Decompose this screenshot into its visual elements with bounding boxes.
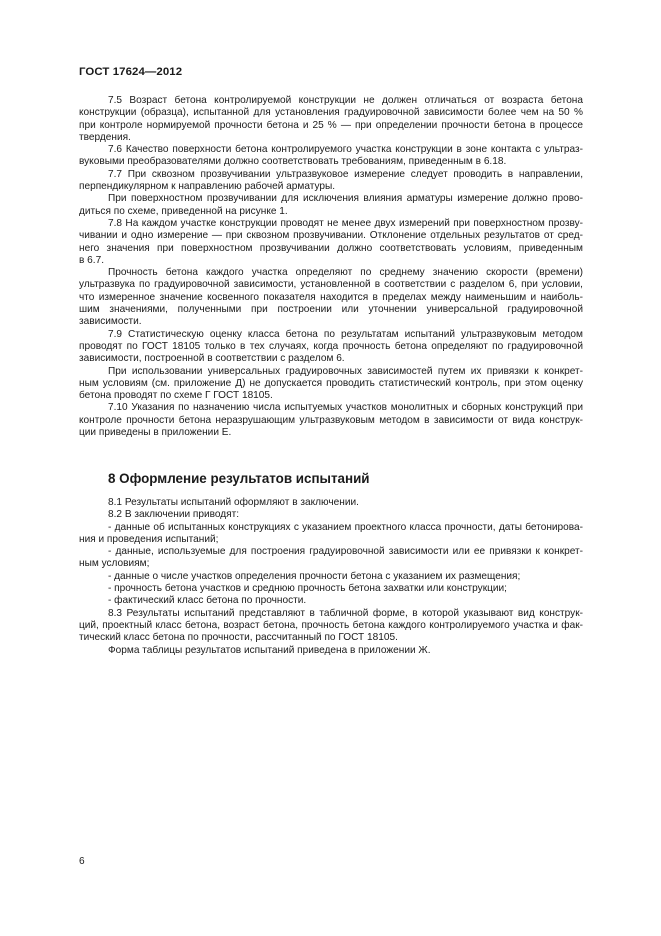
section-8-heading: 8 Оформление результатов испытаний — [108, 471, 370, 486]
text-line: ния и проведения испытаний; — [79, 533, 219, 545]
text-line: При поверхностном прозвучивании для исключения влияния арматуры измерение должно прово- — [108, 193, 583, 205]
text-line: 7.5 Возраст бетона контролируемой конструкции не должен отличаться от возраста бетона — [108, 95, 583, 106]
text-line: 7.8 На каждом участке конструкции проводят не менее двух измерений при поверхностном прозву- — [108, 217, 583, 229]
text-line: ным условиям (см. приложение Д) не допускается проводить статистический контроль, при этом оценку — [79, 377, 583, 389]
section-8-body — [79, 497, 583, 657]
text-line: что измеренное значение косвенного показателя находится в пределах между наименьшим и наиболь- — [79, 291, 583, 303]
text-line: ультразвука по градуировочной зависимости, установленной в соответствии с разделом 6, при условии, — [79, 279, 583, 291]
text-line: при контроле нормируемой прочности бетона и 25 % — при определении прочности бетона в процессе — [79, 119, 583, 131]
text-line: 8.1 Результаты испытаний оформляют в заключении. — [108, 497, 359, 508]
text-line: 7.9 Статистическую оценку класса бетона по результатам испытаний ультразвуковым методом — [108, 328, 583, 340]
text-line: ции приведены в приложении Е. — [79, 427, 232, 439]
section-7-body — [79, 95, 583, 439]
text-line: - прочность бетона участков и среднюю прочность бетона захватки или конструкции; — [108, 583, 507, 595]
text-line: Форма таблицы результатов испытаний приведена в приложении Ж. — [108, 644, 431, 656]
text-line: контроле прочности бетона неразрушающим ультразвуковым методом в зависимости от вида конструк- — [79, 414, 583, 426]
text-line: проводят по ГОСТ 18105 только в тех случаях, когда прочность бетона определяют по градуировочной — [79, 340, 583, 352]
text-line: тический класс бетона по прочности, рассчитанный по ГОСТ 18105. — [79, 632, 398, 644]
text-line: 8.2 В заключении приводят: — [108, 509, 240, 521]
text-line: шим значениями, полученными при построении или уточнении универсальной градуировочной — [79, 304, 583, 316]
text-line: - данные о числе участков определения прочности бетона с указанием их размещения; — [108, 570, 521, 582]
text-line: зависимости, построенной в соответствии с разделом 6. — [79, 353, 345, 365]
text-line: твердения. — [79, 131, 131, 143]
text-line: конструкции (образца), испытанной для установления градуировочной зависимости более чем на 50 % — [79, 107, 583, 119]
text-line: При использовании универсальных градуировочных зависимостей путем их привязки к конкрет- — [108, 365, 583, 377]
text-line: бетона проводят по схеме Г ГОСТ 18105. — [79, 390, 273, 402]
text-line: - данные об испытанных конструкциях с указанием проектного класса прочности, даты бетонирова- — [108, 521, 583, 533]
document-header: ГОСТ 17624—2012 — [79, 66, 183, 78]
text-line: ным условиям; — [79, 558, 150, 570]
text-line: зависимости. — [79, 316, 142, 328]
text-line: в 6.7. — [79, 254, 105, 266]
text-line: 8.3 Результаты испытаний представляют в табличной форме, в которой указывают вид конструк- — [108, 607, 583, 619]
text-line: перпендикулярном к направлению рабочей арматуры. — [79, 181, 336, 193]
text-line: вуковыми преобразователями должно соответствовать требованиям, приведенным в 6.18. — [79, 156, 507, 168]
text-line: него значения при поверхностном прозвучивании должно соответствовать условиям, приведенным — [79, 242, 583, 254]
text-line: Прочность бетона каждого участка определяют по среднему значению скорости (времени) — [108, 267, 583, 279]
text-line: 7.6 Качество поверхности бетона контролируемого участка конструкции в зоне контакта с ультраз- — [108, 144, 583, 156]
text-line: ций, проектный класс бетона, возраст бетона, прочность бетона каждого контролируемого участка и фак- — [79, 619, 583, 631]
text-line: 7.10 Указания по назначению числа испытуемых участков монолитных и сборных конструкций при — [108, 402, 583, 414]
text-line: 7.7 При сквозном прозвучивании ультразвуковое измерение следует проводить в направлении, — [108, 168, 583, 180]
text-line: чивании и одно измерение — при сквозном прозвучивании. Отклонение отдельных результатов от сред- — [79, 230, 583, 242]
text-line: - фактический класс бетона по прочности. — [108, 595, 307, 607]
text-line: диться по схеме, приведенной на рисунке 1. — [79, 205, 288, 217]
page-number: 6 — [79, 856, 85, 867]
text-line: - данные, используемые для построения градуировочной зависимости или ее привязки к конкрет- — [108, 546, 583, 558]
